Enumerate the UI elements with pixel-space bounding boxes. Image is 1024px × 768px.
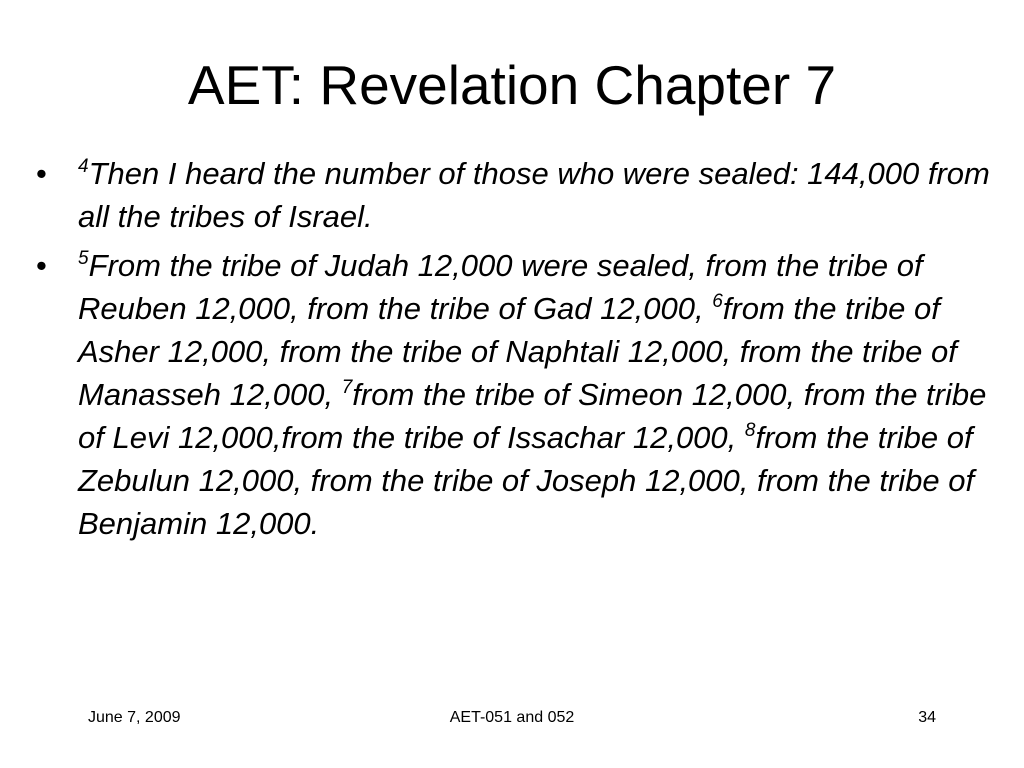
verse-text: from the tribe of Simeon 12,000, from the tribe of Levi 12,000,from the tribe of Issachar 12,000, bbox=[78, 377, 987, 455]
verse-number: 6 bbox=[712, 291, 723, 312]
verse-text: Then I heard the number of those who were sealed: 144,000 from all the tribes of Israel. bbox=[78, 156, 990, 234]
bullet-list bbox=[36, 152, 996, 551]
verse-number: 7 bbox=[341, 377, 353, 398]
bullet-marker: • bbox=[36, 248, 47, 283]
verse-number: 8 bbox=[744, 420, 756, 441]
verse-number: 5 bbox=[78, 248, 89, 269]
footer-date: June 7, 2009 bbox=[88, 709, 181, 726]
footer-page-number: 34 bbox=[918, 709, 936, 726]
bullet-item bbox=[36, 152, 996, 238]
verse-text: from the tribe of Asher 12,000, from the tribe of Naphtali 12,000, from the tribe of Manasseh 12,000, bbox=[78, 291, 957, 412]
footer-center-text: AET-051 and 052 bbox=[449, 709, 575, 726]
verse-number: 4 bbox=[78, 156, 89, 177]
bullet-marker: • bbox=[36, 156, 47, 191]
slide-title: AET: Revelation Chapter 7 bbox=[187, 54, 837, 116]
bullet-item bbox=[36, 244, 996, 545]
verse-text: From the tribe of Judah 12,000 were sealed, from the tribe of Reuben 12,000, from the tribe of Gad 12,000, bbox=[78, 248, 923, 326]
verse-text: from the tribe of Zebulun 12,000, from the tribe of Joseph 12,000, from the tribe of Benjamin 12,000. bbox=[78, 420, 975, 541]
